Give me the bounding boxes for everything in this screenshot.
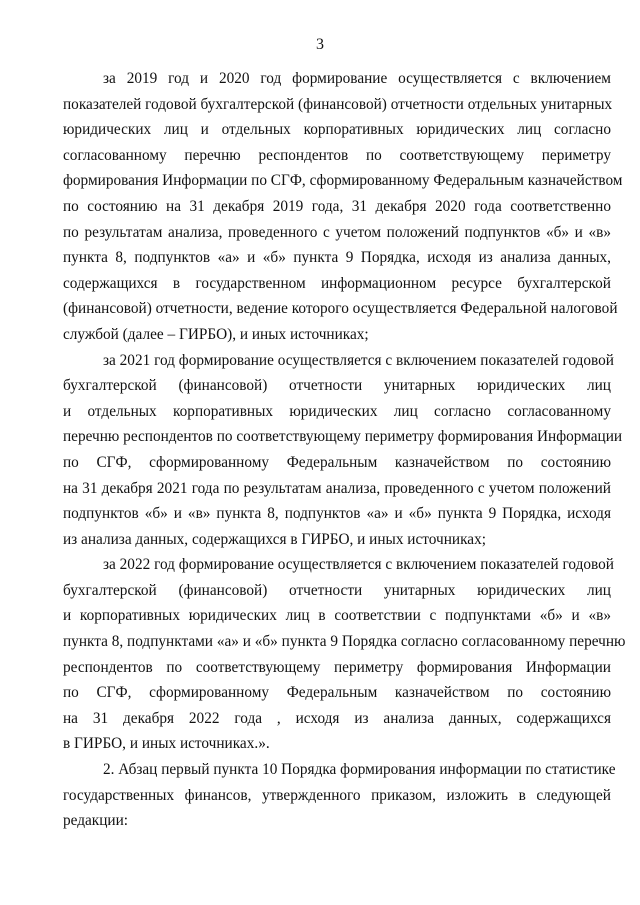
text-line: пункта 8, подпунктами «а» и «б» пункта 9 Порядка согласно согласованному перечню <box>63 633 626 651</box>
text-line: перечню респондентов по соответствующему периметру формирования Информации <box>63 428 623 446</box>
text-line: службой (далее – ГИРБО), и иных источниках; <box>63 325 369 343</box>
text-line: за 2022 год формирование осуществляется с включением показателей годовой <box>103 556 614 574</box>
document-body <box>63 66 626 834</box>
paragraph <box>63 552 626 757</box>
text-line: на 31 декабря 2021 года по результатам анализа, проведенного с учетом положений <box>63 479 611 497</box>
paragraph <box>63 348 623 553</box>
paragraph <box>63 757 616 834</box>
text-line: бухгалтерской (финансовой) отчетности унитарных юридических лиц <box>63 581 611 599</box>
text-line: по СГФ, сформированному Федеральным казначейством по состоянию <box>63 684 611 702</box>
text-line: 2. Абзац первый пункта 10 Порядка формирования информации по статистике <box>103 761 616 779</box>
text-line: из анализа данных, содержащихся в ГИРБО, и иных источниках; <box>63 530 486 548</box>
text-line: редакции: <box>63 812 129 830</box>
text-line: по результатам анализа, проведенного с учетом положений подпунктов «б» и «в» <box>63 223 611 241</box>
text-line: респондентов по соответствующему периметру формирования Информации <box>63 658 611 676</box>
text-line: за 2019 год и 2020 год формирование осуществляется с включением <box>103 70 611 87</box>
text-line: формирования Информации по СГФ, сформированному Федеральным казначейством <box>63 172 623 190</box>
text-line: по СГФ, сформированному Федеральным казначейством по состоянию <box>63 453 611 471</box>
text-line: и отдельных корпоративных юридических лиц согласно согласованному <box>63 402 611 420</box>
text-line: за 2021 год формирование осуществляется с включением показателей годовой <box>103 351 614 369</box>
text-line: (финансовой) отчетности, ведение которого осуществляется Федеральной налоговой <box>63 300 618 318</box>
text-line: бухгалтерской (финансовой) отчетности унитарных юридических лиц <box>63 377 611 395</box>
text-line: государственных финансов, утвержденного приказом, изложить в следующей <box>63 786 611 804</box>
paragraph <box>63 66 623 348</box>
text-line: согласованному перечню респондентов по соответствующему периметру <box>63 146 611 164</box>
text-line: содержащихся в государственном информационном ресурсе бухгалтерской <box>63 274 611 292</box>
text-line: и корпоративных юридических лиц в соответствии с подпунктами «б» и «в» <box>63 607 611 625</box>
page-number: 3 <box>316 36 324 53</box>
text-line: по состоянию на 31 декабря 2019 года, 31 декабря 2020 года соответственно <box>63 197 611 215</box>
text-line: показателей годовой бухгалтерской (финансовой) отчетности отдельных унитарных <box>63 95 613 113</box>
text-line: на 31 декабря 2022 года , исходя из анализа данных, содержащихся <box>63 709 611 727</box>
text-line: пункта 8, подпунктов «а» и «б» пункта 9 Порядка, исходя из анализа данных, <box>63 249 611 267</box>
text-line: подпунктов «б» и «в» пункта 8, подпунктов «а» и «б» пункта 9 Порядка, исходя <box>63 505 611 523</box>
text-line: юридических лиц и отдельных корпоративных юридических лиц согласно <box>63 121 611 139</box>
text-line: в ГИРБО, и иных источниках.». <box>63 735 270 753</box>
